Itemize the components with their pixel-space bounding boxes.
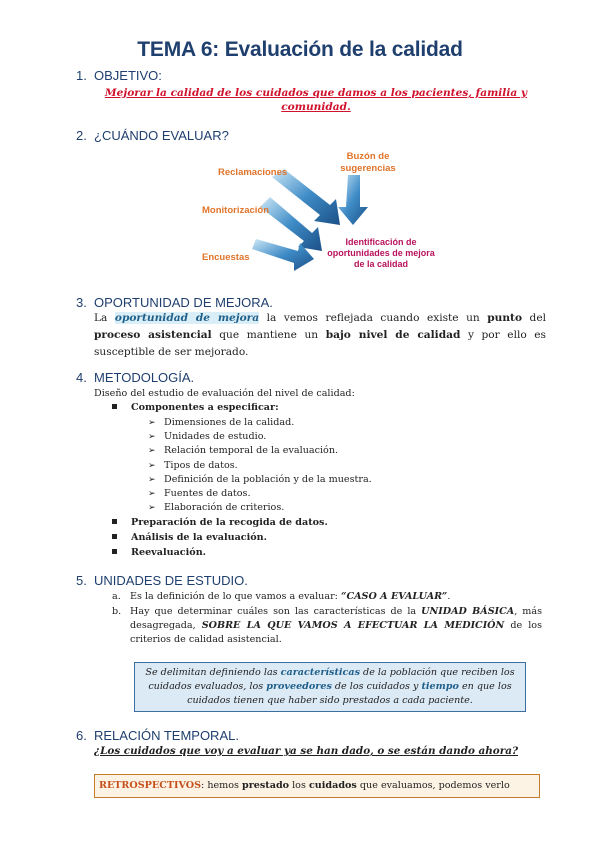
square-bullet-icon <box>112 534 117 539</box>
box-text-1: Se delimitan definiendo las <box>145 667 281 678</box>
item-b-label: b. <box>112 606 122 617</box>
text-4: y por ello es susceptible de ser mejorado. <box>94 329 546 358</box>
bullet-text: Componentes a especificar: <box>131 402 279 413</box>
section-title: UNIDADES DE ESTUDIO. <box>94 573 248 588</box>
item-a <box>112 590 542 604</box>
box-text-3: de los cuidados y <box>331 681 422 692</box>
item-b-unidad: UNIDAD BÁSICA <box>421 606 515 617</box>
component-item <box>148 501 372 515</box>
box-caracteristicas: características <box>280 667 360 678</box>
bold-punto: punto <box>487 312 523 324</box>
target-line-2: oportunidades de mejora <box>327 248 435 258</box>
bold-proceso: proceso asistencial <box>94 329 212 341</box>
arrow-bullet-icon: ➢ <box>148 432 156 443</box>
bullet-reevaluacion <box>112 547 206 558</box>
component-item-text: Relación temporal de la evaluación. <box>164 445 339 457</box>
component-item <box>148 430 372 444</box>
item-b-sobre: SOBRE LA QUE VAMOS A EFECTUAR LA MEDICIÓN <box>201 620 505 631</box>
section-number: 2. <box>76 128 87 143</box>
text-2: del <box>522 312 546 324</box>
component-item <box>148 416 372 430</box>
when-to-evaluate-diagram <box>190 145 450 280</box>
text-3: que mantiene un <box>211 329 326 341</box>
label-monitorizacion: Monitorización <box>202 205 270 216</box>
arrow-bullet-icon: ➢ <box>148 446 156 457</box>
text-1: la vemos reflejada cuando existe un <box>259 312 488 324</box>
text-la: La <box>94 312 108 324</box>
components-sublist <box>148 416 372 515</box>
section-2-heading <box>76 128 229 143</box>
highlight-oportunidad: oportunidad de mejora <box>114 312 260 324</box>
section-5-heading <box>76 573 248 588</box>
box-text-2: de la población que reciben los cuidados evaluados, los <box>148 667 515 692</box>
bullet-analisis <box>112 532 267 543</box>
retro-prestado: prestado <box>242 780 290 791</box>
retro-text-3: que evaluamos, podemos verlo <box>356 780 510 791</box>
bullet-text: Preparación de la recogida de datos. <box>131 517 328 528</box>
component-item-text: Unidades de estudio. <box>164 431 267 443</box>
section-number: 6. <box>76 728 87 743</box>
label-identificacion <box>316 237 446 270</box>
arrow-buzon <box>338 175 368 225</box>
bullet-preparacion <box>112 517 328 528</box>
section-3-heading <box>76 295 273 310</box>
arrow-bullet-icon: ➢ <box>148 503 156 514</box>
bold-bajo-nivel: bajo nivel de calidad <box>325 329 461 341</box>
item-a-bold: “CASO A EVALUAR” <box>340 591 448 602</box>
component-item-text: Fuentes de datos. <box>164 487 251 499</box>
bullet-text: Análisis de la evaluación. <box>131 532 267 543</box>
target-line-1: Identificación de <box>345 237 417 247</box>
component-item-text: Dimensiones de la calidad. <box>164 417 295 428</box>
section-title: ¿CUÁNDO EVALUAR? <box>94 128 229 143</box>
section-1-heading <box>76 68 162 83</box>
square-bullet-icon <box>112 549 117 554</box>
arrow-bullet-icon: ➢ <box>148 488 156 499</box>
section-number: 1. <box>76 68 87 83</box>
section-title: RELACIÓN TEMPORAL. <box>94 728 239 743</box>
retrospectivos-box <box>94 774 540 798</box>
bullet-text: Reevaluación. <box>131 547 207 558</box>
item-b-text-1: Hay que determinar cuáles son las características de la <box>130 606 422 617</box>
box-proveedores: proveedores <box>266 681 332 692</box>
component-item <box>148 487 372 501</box>
label-buzon-line-2: sugerencias <box>340 163 396 174</box>
box-text-4: en que los cuidados tienen que haber sido prestados a cada paciente. <box>187 681 512 706</box>
section-4-heading <box>76 370 194 385</box>
retro-text-1: : hemos <box>201 780 243 791</box>
label-encuestas: Encuestas <box>202 252 250 263</box>
component-item-text: Definición de la población y de la muestra. <box>164 473 372 485</box>
arrow-bullet-icon: ➢ <box>148 474 156 485</box>
section-title: OBJETIVO: <box>94 68 162 83</box>
item-a-end: . <box>447 591 451 602</box>
item-b-text-3: de los criterios de calidad asistencial. <box>130 620 542 645</box>
label-buzon-line-1: Buzón de <box>346 151 390 162</box>
section-title: METODOLOGÍA. <box>94 370 195 385</box>
component-item <box>148 473 372 487</box>
arrow-bullet-icon: ➢ <box>148 418 156 428</box>
box-tiempo: tiempo <box>421 681 459 692</box>
item-a-label: a. <box>112 591 121 602</box>
section-number: 5. <box>76 573 87 588</box>
retro-label: RETROSPECTIVOS <box>99 780 202 791</box>
section-6-heading <box>76 728 239 743</box>
component-item-text: Elaboración de criterios. <box>164 502 285 514</box>
section-title: OPORTUNIDAD DE MEJORA. <box>94 295 273 310</box>
square-bullet-icon <box>112 404 117 409</box>
page-title: TEMA 6: Evaluación de la calidad <box>137 38 463 61</box>
retro-text-2: los <box>289 780 309 791</box>
objective-text <box>96 86 536 114</box>
temporal-question: ¿Los cuidados que voy a evaluar ya se han dado, o se están dando ahora? <box>94 745 519 757</box>
item-b-text-2: , más desagregada, <box>130 606 543 631</box>
definition-box <box>134 662 526 712</box>
methodology-intro: Diseño del estudio de evaluación del nivel de calidad: <box>94 388 355 399</box>
objective-line-1: Mejorar la calidad de los cuidados que damos a los pacientes, familia y <box>104 87 528 99</box>
label-buzon <box>328 151 408 175</box>
label-reclamaciones: Reclamaciones <box>218 167 288 178</box>
section-number: 3. <box>76 295 87 310</box>
component-item-text: Tipos de datos. <box>164 459 238 471</box>
arrow-bullet-icon: ➢ <box>148 460 156 471</box>
component-item <box>148 444 372 458</box>
oportunidad-paragraph <box>94 310 546 361</box>
item-b <box>112 605 542 647</box>
retro-cuidados: cuidados <box>308 780 357 791</box>
item-a-text: Es la definición de lo que vamos a evaluar: <box>130 591 341 602</box>
component-item <box>148 459 372 473</box>
bullet-componentes <box>112 402 279 413</box>
section-number: 4. <box>76 370 87 385</box>
square-bullet-icon <box>112 519 117 524</box>
target-line-3: de la calidad <box>353 259 409 269</box>
objective-line-2: comunidad. <box>281 101 351 113</box>
